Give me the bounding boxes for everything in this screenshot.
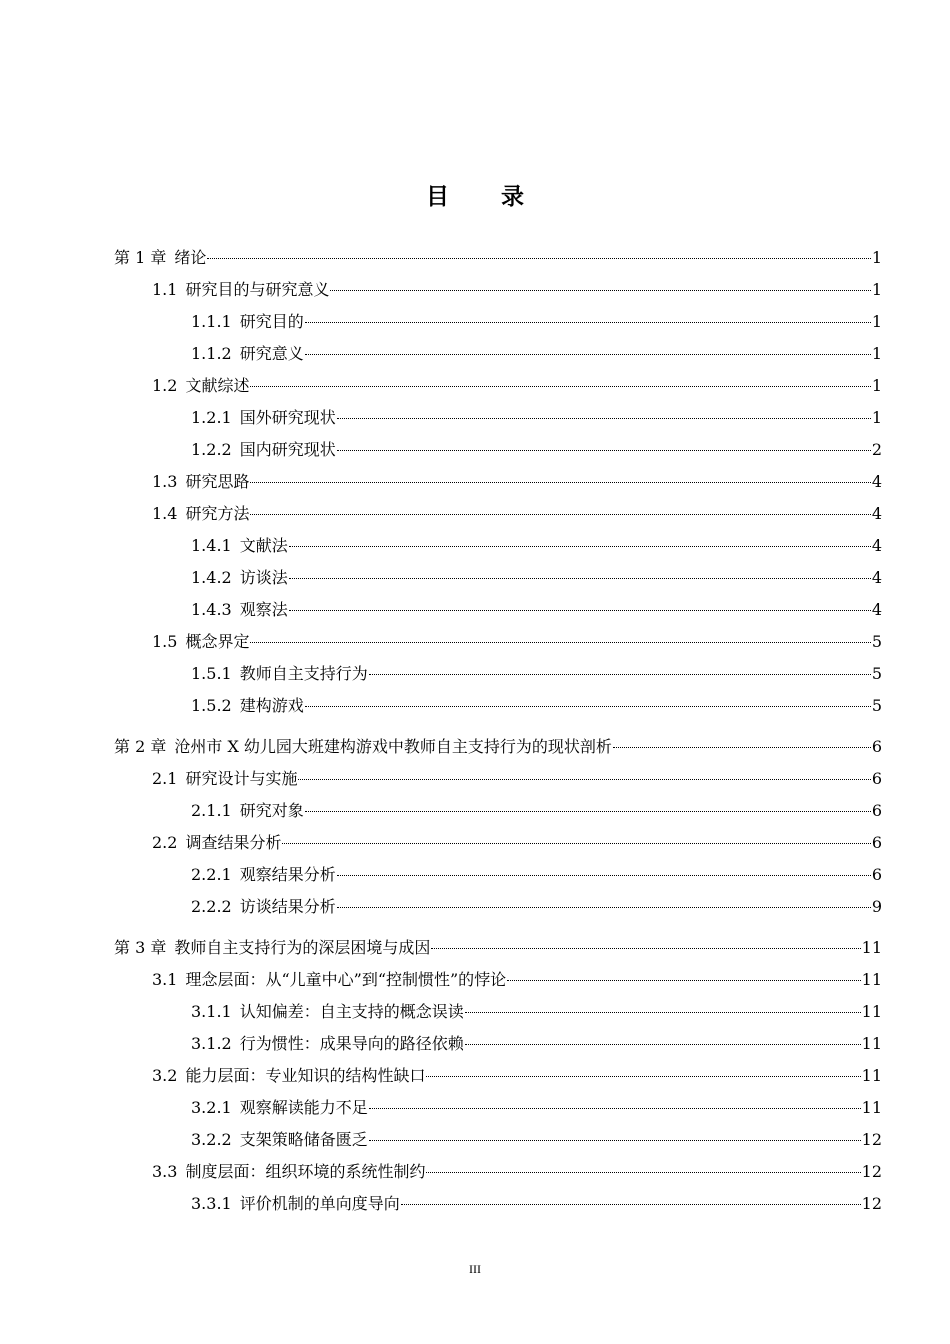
toc-entry-label: 研究意义: [239, 344, 304, 363]
toc-chapter-entry[interactable]: [114, 932, 882, 964]
toc-dot-leader: [298, 778, 870, 780]
toc-entry-page: 1: [871, 376, 882, 395]
toc-entry-label: 行为惯性：成果导向的路径依赖: [239, 1034, 464, 1053]
toc-entry-page: 12: [861, 1162, 882, 1181]
toc-dot-leader: [305, 810, 871, 812]
toc-entry-page: 11: [861, 1098, 882, 1117]
toc-entry-number: 1.4.1: [191, 536, 232, 555]
toc-entry-page: 1: [871, 312, 882, 331]
toc-entry-label: 访谈法: [239, 568, 288, 587]
toc-entry-page: 5: [871, 632, 882, 651]
toc-dot-leader: [337, 417, 871, 419]
toc-section-entry[interactable]: [114, 626, 882, 658]
toc-dot-leader: [250, 385, 870, 387]
table-of-contents: [114, 242, 882, 1220]
toc-dot-leader: [507, 979, 860, 981]
toc-section-entry[interactable]: [114, 827, 882, 859]
toc-entry-number: 2.2.1: [191, 865, 232, 884]
toc-dot-leader: [305, 705, 871, 707]
toc-entry-label: 评价机制的单向度导向: [239, 1194, 400, 1213]
toc-entry-number: 2.2.2: [191, 897, 232, 916]
toc-section-entry[interactable]: [114, 466, 882, 498]
toc-dot-leader: [207, 257, 870, 259]
toc-subsection-entry[interactable]: [114, 530, 882, 562]
toc-entry-page: 1: [871, 248, 882, 267]
toc-entry-label: 能力层面：专业知识的结构性缺口: [185, 1066, 426, 1085]
toc-dot-leader: [337, 449, 871, 451]
toc-subsection-entry[interactable]: [114, 690, 882, 722]
toc-entry-page: 11: [861, 1002, 882, 1021]
toc-dot-leader: [369, 1139, 861, 1141]
toc-entry-label: 教师自主支持行为: [239, 664, 368, 683]
toc-dot-leader: [465, 1011, 861, 1013]
toc-entry-label: 理念层面：从“儿童中心”到“控制惯性”的悖论: [185, 970, 507, 989]
toc-entry-label: 访谈结果分析: [239, 897, 336, 916]
toc-entry-number: 1.4.3: [191, 600, 232, 619]
toc-subsection-entry[interactable]: [114, 891, 882, 923]
toc-entry-page: 4: [871, 568, 882, 587]
toc-entry-number: 1.2: [152, 376, 178, 395]
toc-subsection-entry[interactable]: [114, 1092, 882, 1124]
toc-dot-leader: [250, 481, 870, 483]
toc-entry-label: 沧州市 X 幼儿园大班建构游戏中教师自主支持行为的现状剖析: [174, 737, 612, 756]
toc-dot-leader: [369, 1107, 861, 1109]
toc-dot-leader: [337, 874, 871, 876]
toc-entry-page: 1: [871, 344, 882, 363]
toc-entry-label: 国内研究现状: [239, 440, 336, 459]
toc-entry-label: 文献法: [239, 536, 288, 555]
toc-entry-number: 第 1 章: [114, 248, 167, 267]
toc-section-entry[interactable]: [114, 498, 882, 530]
toc-entry-number: 第 3 章: [114, 938, 167, 957]
toc-subsection-entry[interactable]: [114, 996, 882, 1028]
toc-entry-number: 1.2.1: [191, 408, 232, 427]
toc-entry-number: 3.1.1: [191, 1002, 232, 1021]
toc-section-entry[interactable]: [114, 274, 882, 306]
toc-entry-page: 11: [861, 970, 882, 989]
toc-entry-label: 研究对象: [239, 801, 304, 820]
toc-entry-page: 2: [871, 440, 882, 459]
toc-dot-leader: [465, 1043, 861, 1045]
toc-subsection-entry[interactable]: [114, 434, 882, 466]
toc-entry-page: 11: [861, 1066, 882, 1085]
toc-entry-page: 1: [871, 408, 882, 427]
toc-entry-number: 3.2.1: [191, 1098, 232, 1117]
toc-entry-page: 12: [861, 1130, 882, 1149]
toc-entry-number: 1.4.2: [191, 568, 232, 587]
toc-entry-page: 4: [871, 536, 882, 555]
toc-entry-label: 研究目的与研究意义: [185, 280, 330, 299]
toc-entry-page: 4: [871, 472, 882, 491]
toc-section-entry[interactable]: [114, 370, 882, 402]
toc-entry-label: 观察结果分析: [239, 865, 336, 884]
toc-entry-number: 3.3: [152, 1162, 178, 1181]
toc-entry-number: 1.5.2: [191, 696, 232, 715]
toc-entry-number: 1.3: [152, 472, 178, 491]
toc-entry-page: 5: [871, 664, 882, 683]
toc-entry-number: 1.1.2: [191, 344, 232, 363]
toc-section-entry[interactable]: [114, 1060, 882, 1092]
toc-entry-label: 调查结果分析: [185, 833, 282, 852]
toc-subsection-entry[interactable]: [114, 658, 882, 690]
toc-section-entry[interactable]: [114, 964, 882, 996]
toc-entry-label: 研究目的: [239, 312, 304, 331]
toc-entry-number: 1.1.1: [191, 312, 232, 331]
toc-entry-page: 4: [871, 504, 882, 523]
toc-entry-number: 1.5: [152, 632, 178, 651]
toc-entry-label: 绪论: [174, 248, 207, 267]
toc-entry-number: 3.3.1: [191, 1194, 232, 1213]
toc-entry-page: 9: [871, 897, 882, 916]
toc-entry-number: 第 2 章: [114, 737, 167, 756]
toc-title: 目 录: [425, 184, 546, 210]
toc-entry-label: 研究设计与实施: [185, 769, 298, 788]
toc-entry-label: 支架策略储备匮乏: [239, 1130, 368, 1149]
toc-entry-page: 6: [871, 833, 882, 852]
toc-entry-page: 11: [861, 1034, 882, 1053]
toc-dot-leader: [401, 1203, 861, 1205]
toc-dot-leader: [426, 1171, 860, 1173]
toc-entry-number: 2.1.1: [191, 801, 232, 820]
toc-entry-page: 6: [871, 801, 882, 820]
toc-entry-number: 3.1: [152, 970, 178, 989]
toc-dot-leader: [305, 321, 871, 323]
toc-entry-label: 研究思路: [185, 472, 250, 491]
toc-entry-number: 1.4: [152, 504, 178, 523]
toc-subsection-entry[interactable]: [114, 1028, 882, 1060]
toc-entry-page: 12: [861, 1194, 882, 1213]
toc-entry-page: 1: [871, 280, 882, 299]
toc-subsection-entry[interactable]: [114, 562, 882, 594]
toc-dot-leader: [305, 353, 871, 355]
toc-subsection-entry[interactable]: [114, 306, 882, 338]
toc-dot-leader: [613, 746, 871, 748]
toc-section-entry[interactable]: [114, 1156, 882, 1188]
toc-entry-label: 观察法: [239, 600, 288, 619]
toc-entry-label: 观察解读能力不足: [239, 1098, 368, 1117]
toc-subsection-entry[interactable]: [114, 859, 882, 891]
toc-entry-number: 2.2: [152, 833, 178, 852]
toc-entry-page: 11: [861, 938, 882, 957]
toc-dot-leader: [250, 513, 870, 515]
toc-entry-number: 1.2.2: [191, 440, 232, 459]
toc-entry-page: 6: [871, 737, 882, 756]
toc-entry-label: 教师自主支持行为的深层困境与成因: [174, 938, 431, 957]
toc-entry-label: 国外研究现状: [239, 408, 336, 427]
toc-subsection-entry[interactable]: [114, 594, 882, 626]
toc-entry-label: 研究方法: [185, 504, 250, 523]
toc-dot-leader: [330, 289, 870, 291]
toc-entry-number: 3.2: [152, 1066, 178, 1085]
toc-subsection-entry[interactable]: [114, 338, 882, 370]
toc-entry-page: 6: [871, 769, 882, 788]
toc-entry-number: 1.5.1: [191, 664, 232, 683]
toc-entry-label: 建构游戏: [239, 696, 304, 715]
toc-dot-leader: [250, 641, 870, 643]
toc-dot-leader: [431, 947, 860, 949]
toc-entry-number: 3.1.2: [191, 1034, 232, 1053]
toc-entry-page: 4: [871, 600, 882, 619]
toc-dot-leader: [289, 545, 871, 547]
toc-entry-number: 3.2.2: [191, 1130, 232, 1149]
toc-chapter-entry[interactable]: [114, 242, 882, 274]
toc-dot-leader: [426, 1075, 860, 1077]
toc-subsection-entry[interactable]: [114, 402, 882, 434]
page-number: III: [469, 1262, 481, 1276]
toc-chapter-entry[interactable]: [114, 731, 882, 763]
toc-dot-leader: [337, 906, 871, 908]
toc-dot-leader: [289, 577, 871, 579]
toc-subsection-entry[interactable]: [114, 1124, 882, 1156]
toc-entry-number: 1.1: [152, 280, 178, 299]
toc-entry-number: 2.1: [152, 769, 178, 788]
toc-dot-leader: [282, 842, 870, 844]
toc-dot-leader: [369, 673, 871, 675]
toc-section-entry[interactable]: [114, 763, 882, 795]
toc-subsection-entry[interactable]: [114, 1188, 882, 1220]
toc-entry-page: 5: [871, 696, 882, 715]
toc-entry-label: 制度层面：组织环境的系统性制约: [185, 1162, 426, 1181]
toc-entry-label: 文献综述: [185, 376, 250, 395]
toc-subsection-entry[interactable]: [114, 795, 882, 827]
toc-dot-leader: [289, 609, 871, 611]
toc-entry-label: 认知偏差：自主支持的概念误读: [239, 1002, 464, 1021]
toc-entry-page: 6: [871, 865, 882, 884]
toc-entry-label: 概念界定: [185, 632, 250, 651]
